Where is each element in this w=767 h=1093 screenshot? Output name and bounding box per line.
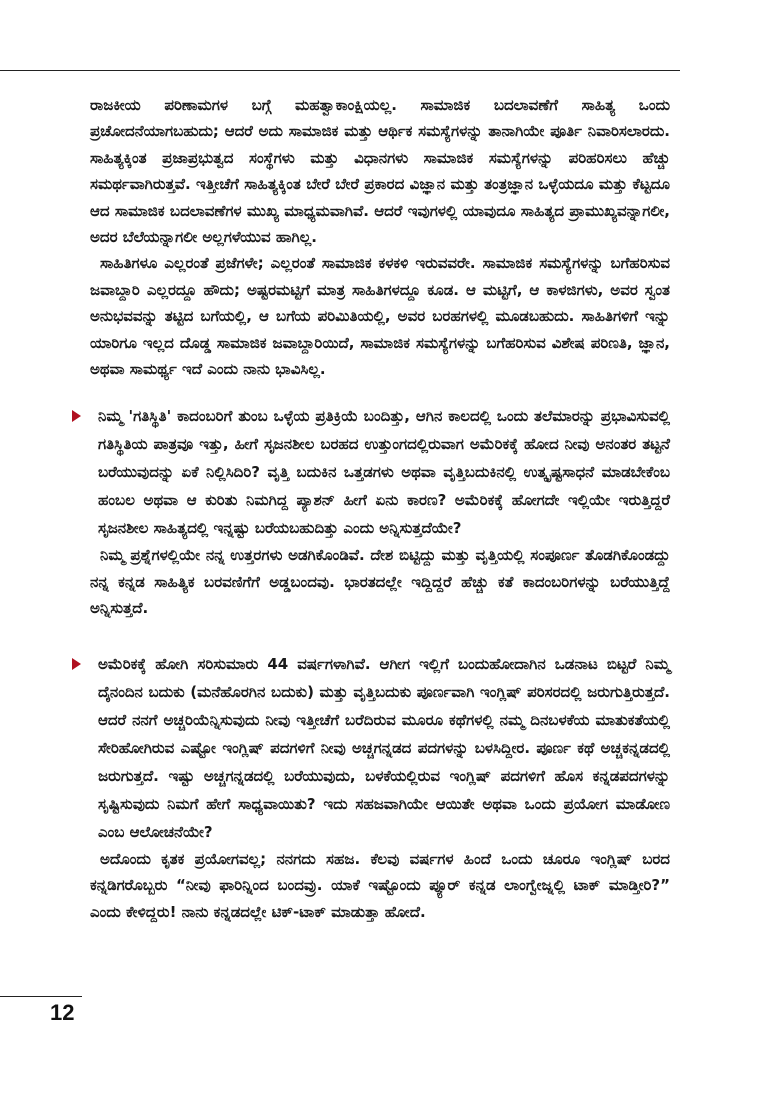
footer-rule (0, 996, 82, 997)
question-marker-icon (72, 658, 81, 670)
paragraph-2: ಸಾಹಿತಿಗಳೂ ಎಲ್ಲರಂತೆ ಪ್ರಜೆಗಳೇ; ಎಲ್ಲರಂತೆ ಸಾಮಾಜಿಕ ಕಳಕಳಿ ಇರುವವರೇ. ಸಾಮಾಜಿಕ ಸಮಸ್ಯೆಗಳನ್ನು ಬಗೆಹರಿಸುವ ಜವಾಬ್ದಾರಿ ಎಲ್ಲರದ್ದೂ ಹೌದು; ಅಷ್ಟರಮಟ್ಟಿಗೆ ಮಾತ್ರ ಸಾಹಿತಿಗಳದ್ದೂ ಕೂಡ. ಆ ಮಟ್ಟಿಗೆ, ಆ ಕಾಳಜಿಗಳು, ಅವರ ಸ್ವಂತ ಅನುಭವವನ್ನು ತಟ್ಟಿದ ಬಗೆಯಲ್ಲಿ, ಆ ಬಗೆಯ ಪರಿಮಿತಿಯಲ್ಲಿ, ಅವರ ಬರಹಗಳಲ್ಲಿ ಮೂಡಬಹುದು. ಸಾಹಿತಿಗಳಿಗೆ ಇನ್ನು ಯಾರಿಗೂ ಇಲ್ಲದ ದೊಡ್ಡ ಸಾಮಾಜಿಕ ಜವಾಬ್ದಾರಿಯಿದೆ, ಸಾಮಾಜಿಕ ಸಮಸ್ಯೆಗಳನ್ನು ಬಗೆಹರಿಸುವ ವಿಶೇಷ ಪರಿಣತಿ, ಜ್ಞಾನ, ಅಥವಾ ಸಾಮರ್ಥ್ಯ ಇದೆ ಎಂದು ನಾನು ಭಾವಿಸಿಲ್ಲ. (90, 254, 670, 379)
answer-2: ಅದೊಂದು ಕೃತಕ ಪ್ರಯೋಗವಲ್ಲ; ನನಗದು ಸಹಜ. ಕೆಲವು ವರ್ಷಗಳ ಹಿಂದೆ ಒಂದು ಚೂರೂ ಇಂಗ್ಲಿಷ್ ಬರದ ಕನ್ನಡಿಗರೊಬ್ಬರು “ನೀವು ಫಾರಿನ್ನಿಂದ ಬಂದವ್ರು. ಯಾಕೆ ಇಷ್ಟೊಂದು ಪ್ಯೂರ್ ಕನ್ನಡ ಲಾಂಗ್ವೇಜ್ನಲ್ಲಿ ಟಾಕ್ ಮಾಡ್ತೀರಿ?” ಎಂದು ಕೇಳಿದ್ದರು! ನಾನು ಕನ್ನಡದಲ್ಲೇ ಟಿಕ್-ಟಾಕ್ ಮಾಡುತ್ತಾ ಹೋದೆ. (90, 849, 670, 921)
question-marker-icon (72, 410, 81, 422)
paragraph-1: ರಾಜಕೀಯ ಪರಿಣಾಮಗಳ ಬಗ್ಗೆ ಮಹತ್ವಾಕಾಂಕ್ಷಿಯಲ್ಲ. ಸಾಮಾಜಿಕ ಬದಲಾವಣೆಗೆ ಸಾಹಿತ್ಯ ಒಂದು ಪ್ರಚೋದನೆಯಾಗಬಹುದು; ಆದರೆ ಅದು ಸಾಮಾಜಿಕ ಮತ್ತು ಆರ್ಥಿಕ ಸಮಸ್ಯೆಗಳನ್ನು ತಾನಾಗಿಯೇ ಪೂರ್ತಿ ನಿವಾರಿಸಲಾರದು. ಸಾಹಿತ್ಯಕ್ಕಿಂತ ಪ್ರಜಾಪ್ರಭುತ್ವದ ಸಂಸ್ಥೆಗಳು ಮತ್ತು ವಿಧಾನಗಳು ಸಾಮಾಜಿಕ ಸಮಸ್ಯೆಗಳನ್ನು ಪರಿಹರಿಸಲು ಹೆಚ್ಚು ಸಮರ್ಥವಾಗಿರುತ್ತವೆ. ಇತ್ತೀಚೆಗೆ ಸಾಹಿತ್ಯಕ್ಕಿಂತ ಬೇರೆ ಬೇರೆ ಪ್ರಕಾರದ ವಿಜ್ಞಾನ ಮತ್ತು ತಂತ್ರಜ್ಞಾನ ಒಳ್ಳೆಯದೂ ಮತ್ತು ಕೆಟ್ಟದೂ ಆದ ಸಾಮಾಜಿಕ ಬದಲಾವಣೆಗಳ ಮುಖ್ಯ ಮಾಧ್ಯಮವಾಗಿವೆ. ಆದರೆ ಇವುಗಳಲ್ಲಿ ಯಾವುದೂ ಸಾಹಿತ್ಯದ ಪ್ರಾಮುಖ್ಯವನ್ನಾಗಲೀ, ಅದರ ಬೆಲೆಯನ್ನಾಗಲೀ ಅಲ್ಲಗಳೆಯುವ ಹಾಗಿಲ್ಲ. (90, 96, 670, 247)
page-number: 12 (50, 1000, 75, 1025)
question-2-years: 44 (267, 654, 289, 673)
interview-question-1 (90, 402, 670, 542)
header-rule (0, 70, 680, 71)
answer-1: ನಿಮ್ಮ ಪ್ರಶ್ನೆಗಳಲ್ಲಿಯೇ ನನ್ನ ಉತ್ತರಗಳು ಅಡಗಿಕೊಂಡಿವೆ. ದೇಶ ಬಿಟ್ಟಿದ್ದು ಮತ್ತು ವೃತ್ತಿಯಲ್ಲಿ ಸಂಪೂರ್ಣ ತೊಡಗಿಕೊಂಡದ್ದು ನನ್ನ ಕನ್ನಡ ಸಾಹಿತ್ಯಿಕ ಬರವಣಿಗೆಗೆ ಅಡ್ಡಬಂದವು. ಭಾರತದಲ್ಲೇ ಇದ್ದಿದ್ದರೆ ಹೆಚ್ಚು ಕತೆ ಕಾದಂಬರಿಗಳನ್ನು ಬರೆಯುತ್ತಿದ್ದೆ ಅನ್ನಿಸುತ್ತದೆ. (90, 546, 670, 618)
question-2-text (90, 650, 670, 846)
article-body (90, 92, 670, 925)
question-2-prefix: ಅಮೆರಿಕಕ್ಕೆ ಹೋಗಿ ಸರಿಸುಮಾರು (98, 654, 268, 673)
interview-question-2 (90, 650, 670, 846)
question-2-suffix: ವರ್ಷಗಳಾಗಿವೆ. ಆಗೀಗ ಇಲ್ಲಿಗೆ ಬಂದುಹೋದಾಗಿನ ಒಡನಾಟ ಬಿಟ್ಟರೆ ನಿಮ್ಮ ದೈನಂದಿನ ಬದುಕು (ಮನೆಹೊರಗಿನ ಬದುಕು) ಮತ್ತು ವೃತ್ತಿಬದುಕು ಪೂರ್ಣವಾಗಿ ಇಂಗ್ಲಿಷ್ ಪರಿಸರದಲ್ಲಿ ಜರುಗುತ್ತಿರುತ್ತದೆ. ಆದರೆ ನನಗೆ ಅಚ್ಚರಿಯೆನ್ನಿಸುವುದು ನೀವು ಇತ್ತೀಚೆಗೆ ಬರೆದಿರುವ ಮೂರೂ ಕಥೆಗಳಲ್ಲಿ ನಮ್ಮ ದಿನಬಳಕೆಯ ಮಾತುಕತೆಯಲ್ಲಿ ಸೇರಿಹೋಗಿರುವ ಎಷ್ಟೋ ಇಂಗ್ಲಿಷ್ ಪದಗಳಿಗೆ ನೀವು ಅಚ್ಚಗನ್ನಡದ ಪದಗಳನ್ನು ಬಳಸಿದ್ದೀರ. ಪೂರ್ಣ ಕಥೆ ಅಚ್ಚಕನ್ನಡದಲ್ಲಿ ಜರುಗುತ್ತದೆ. ಇಷ್ಟು ಅಚ್ಚಗನ್ನಡದಲ್ಲಿ ಬರೆಯುವುದು, ಬಳಕೆಯಲ್ಲಿರುವ ಇಂಗ್ಲಿಷ್ ಪದಗಳಿಗೆ ಹೊಸ ಕನ್ನಡಪದಗಳನ್ನು ಸೃಷ್ಟಿಸುವುದು ನಿಮಗೆ ಹೇಗೆ ಸಾಧ್ಯವಾಯಿತು? ಇದು ಸಹಜವಾಗಿಯೇ ಆಯಿತೇ ಅಥವಾ ಒಂದು ಪ್ರಯೋಗ ಮಾಡೋಣ ಎಂಬ ಆಲೋಚನೆಯೇ? (98, 654, 670, 841)
question-1-text: ನಿಮ್ಮ 'ಗತಿಸ್ಥಿತಿ' ಕಾದಂಬರಿಗೆ ತುಂಬ ಒಳ್ಳೆಯ ಪ್ರತಿಕ್ರಿಯೆ ಬಂದಿತ್ತು, ಆಗಿನ ಕಾಲದಲ್ಲಿ ಒಂದು ತಲೆಮಾರನ್ನು ಪ್ರಭಾವಿಸುವಲ್ಲಿ ಗತಿಸ್ಥಿತಿಯ ಪಾತ್ರವೂ ಇತ್ತು, ಹೀಗೆ ಸೃಜನಶೀಲ ಬರಹದ ಉತ್ತುಂಗದಲ್ಲಿರುವಾಗ ಅಮೆರಿಕಕ್ಕೆ ಹೋದ ನೀವು ಅನಂತರ ತಟ್ಟನೆ ಬರೆಯುವುದನ್ನು ಏಕೆ ನಿಲ್ಲಿಸಿದಿರಿ? ವೃತ್ತಿ ಬದುಕಿನ ಒತ್ತಡಗಳು ಅಥವಾ ವೃತ್ತಿಬದುಕಿನಲ್ಲಿ ಉತ್ಕೃಷ್ಟಸಾಧನೆ ಮಾಡಬೇಕೆಂಬ ಹಂಬಲ ಅಥವಾ ಆ ಕುರಿತು ನಿಮಗಿದ್ದ ಪ್ಯಾಶನ್ ಹೀಗೆ ಏನು ಕಾರಣ? ಅಮೆರಿಕಕ್ಕೆ ಹೋಗದೇ ಇಲ್ಲಿಯೇ ಇರುತ್ತಿದ್ದರೆ ಸೃಜನಶೀಲ ಸಾಹಿತ್ಯದಲ್ಲಿ ಇನ್ನಷ್ಟು ಬರೆಯಬಹುದಿತ್ತು ಎಂದು ಅನ್ನಿಸುತ್ತದೆಯೇ? (98, 407, 670, 538)
